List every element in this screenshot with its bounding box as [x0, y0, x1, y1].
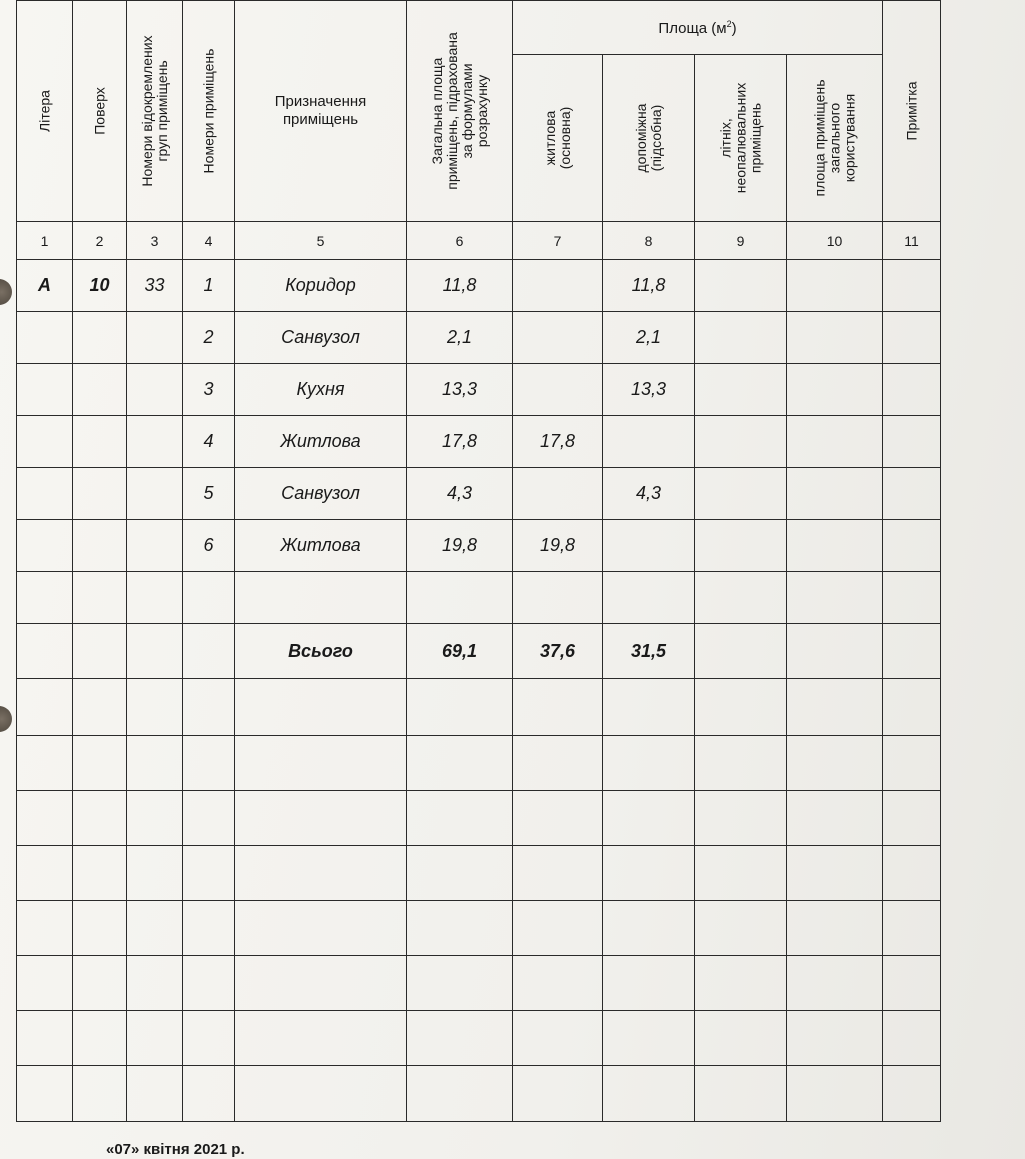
cell-auxiliary-area: 4,3	[603, 468, 695, 520]
header-living-area: житлова (основна)	[513, 55, 603, 222]
cell-litera	[17, 520, 73, 572]
cell-total-area: 2,1	[407, 312, 513, 364]
cell-empty	[883, 520, 941, 572]
table-row	[17, 364, 941, 416]
cell-room-number: 3	[183, 364, 235, 416]
column-number: 4	[183, 222, 235, 260]
cell-empty	[695, 364, 787, 416]
cell-empty	[883, 468, 941, 520]
header-poverkh: Поверх	[73, 1, 127, 222]
cell-floor	[73, 520, 127, 572]
column-number: 8	[603, 222, 695, 260]
empty-row	[17, 1066, 941, 1122]
living-area-sum: 37,6	[513, 624, 603, 679]
cell-purpose: Санвузол	[235, 468, 407, 520]
cell-empty	[787, 364, 883, 416]
cell-purpose: Житлова	[235, 416, 407, 468]
binder-hole	[0, 706, 12, 732]
cell-group	[127, 416, 183, 468]
cell-living-area	[513, 312, 603, 364]
column-number: 10	[787, 222, 883, 260]
cell-empty	[787, 260, 883, 312]
empty-row	[17, 572, 941, 624]
cell-empty	[883, 416, 941, 468]
table-row	[17, 520, 941, 572]
header-summer-area: літніх, неопалювальних приміщень	[695, 55, 787, 222]
cell-group	[127, 364, 183, 416]
cell-purpose: Коридор	[235, 260, 407, 312]
column-number: 5	[235, 222, 407, 260]
cell-floor	[73, 364, 127, 416]
cell-empty	[73, 624, 127, 679]
cell-living-area	[513, 364, 603, 416]
column-numbers-row	[17, 222, 941, 260]
cell-group	[127, 468, 183, 520]
cell-total-area: 17,8	[407, 416, 513, 468]
empty-row	[17, 846, 941, 901]
cell-auxiliary-area: 13,3	[603, 364, 695, 416]
cell-empty	[127, 624, 183, 679]
table-row	[17, 260, 941, 312]
total-label: Всього	[235, 624, 407, 679]
column-number: 11	[883, 222, 941, 260]
cell-empty	[883, 312, 941, 364]
column-number: 1	[17, 222, 73, 260]
empty-row	[17, 956, 941, 1011]
column-number: 7	[513, 222, 603, 260]
cell-litera	[17, 416, 73, 468]
cell-room-number: 1	[183, 260, 235, 312]
auxiliary-area-sum: 31,5	[603, 624, 695, 679]
column-number: 3	[127, 222, 183, 260]
cell-floor	[73, 416, 127, 468]
header-total-area: Загальна площа приміщень, підрахована за формулами розрахунку	[407, 1, 513, 222]
cell-empty	[695, 312, 787, 364]
cell-purpose: Житлова	[235, 520, 407, 572]
cell-living-area	[513, 260, 603, 312]
cell-empty	[787, 312, 883, 364]
cell-floor: 10	[73, 260, 127, 312]
column-number: 9	[695, 222, 787, 260]
cell-floor	[73, 468, 127, 520]
empty-row	[17, 1011, 941, 1066]
empty-row	[17, 736, 941, 791]
cell-empty	[695, 260, 787, 312]
column-number: 2	[73, 222, 127, 260]
cell-living-area	[513, 468, 603, 520]
cell-empty	[787, 468, 883, 520]
table-row	[17, 312, 941, 364]
cell-group	[127, 520, 183, 572]
table-row	[17, 468, 941, 520]
cell-empty	[787, 624, 883, 679]
empty-row	[17, 679, 941, 736]
cell-purpose: Санвузол	[235, 312, 407, 364]
rooms-area-table	[16, 0, 941, 1122]
cell-empty	[883, 364, 941, 416]
cell-empty	[695, 624, 787, 679]
cell-group	[127, 312, 183, 364]
header-auxiliary-area: допоміжна (підсобна)	[603, 55, 695, 222]
cell-empty	[883, 624, 941, 679]
document-date: «07» квітня 2021 р.	[106, 1141, 245, 1158]
cell-floor	[73, 312, 127, 364]
cell-purpose: Кухня	[235, 364, 407, 416]
cell-living-area: 19,8	[513, 520, 603, 572]
cell-group: 33	[127, 260, 183, 312]
cell-room-number: 2	[183, 312, 235, 364]
cell-empty	[183, 624, 235, 679]
cell-litera	[17, 364, 73, 416]
cell-total-area: 4,3	[407, 468, 513, 520]
cell-room-number: 4	[183, 416, 235, 468]
header-room-numbers: Номери приміщень	[183, 1, 235, 222]
empty-row	[17, 791, 941, 846]
header-litera: Літера	[17, 1, 73, 222]
table-row	[17, 416, 941, 468]
cell-empty	[695, 520, 787, 572]
empty-row	[17, 901, 941, 956]
cell-auxiliary-area: 2,1	[603, 312, 695, 364]
header-purpose: Призначення приміщень	[235, 1, 407, 222]
header-note: Примітка	[883, 1, 941, 222]
binder-hole	[0, 279, 12, 305]
header-common-area: площа приміщень загального користування	[787, 55, 883, 222]
header-group-numbers: Номери відокремлених груп приміщень	[127, 1, 183, 222]
cell-room-number: 5	[183, 468, 235, 520]
cell-auxiliary-area	[603, 520, 695, 572]
column-number: 6	[407, 222, 513, 260]
cell-room-number: 6	[183, 520, 235, 572]
cell-auxiliary-area	[603, 416, 695, 468]
header-area-group: Площа $(м^2)$	[513, 1, 883, 55]
cell-empty	[695, 416, 787, 468]
cell-total-area: 13,3	[407, 364, 513, 416]
cell-litera	[17, 468, 73, 520]
cell-empty	[695, 468, 787, 520]
cell-empty	[787, 416, 883, 468]
cell-litera	[17, 312, 73, 364]
cell-empty	[17, 624, 73, 679]
cell-auxiliary-area: 11,8	[603, 260, 695, 312]
cell-empty	[787, 520, 883, 572]
cell-litera: А	[17, 260, 73, 312]
cell-total-area: 19,8	[407, 520, 513, 572]
cell-empty	[883, 260, 941, 312]
total-row	[17, 624, 941, 679]
cell-living-area: 17,8	[513, 416, 603, 468]
cell-total-area: 11,8	[407, 260, 513, 312]
total-area-sum: 69,1	[407, 624, 513, 679]
